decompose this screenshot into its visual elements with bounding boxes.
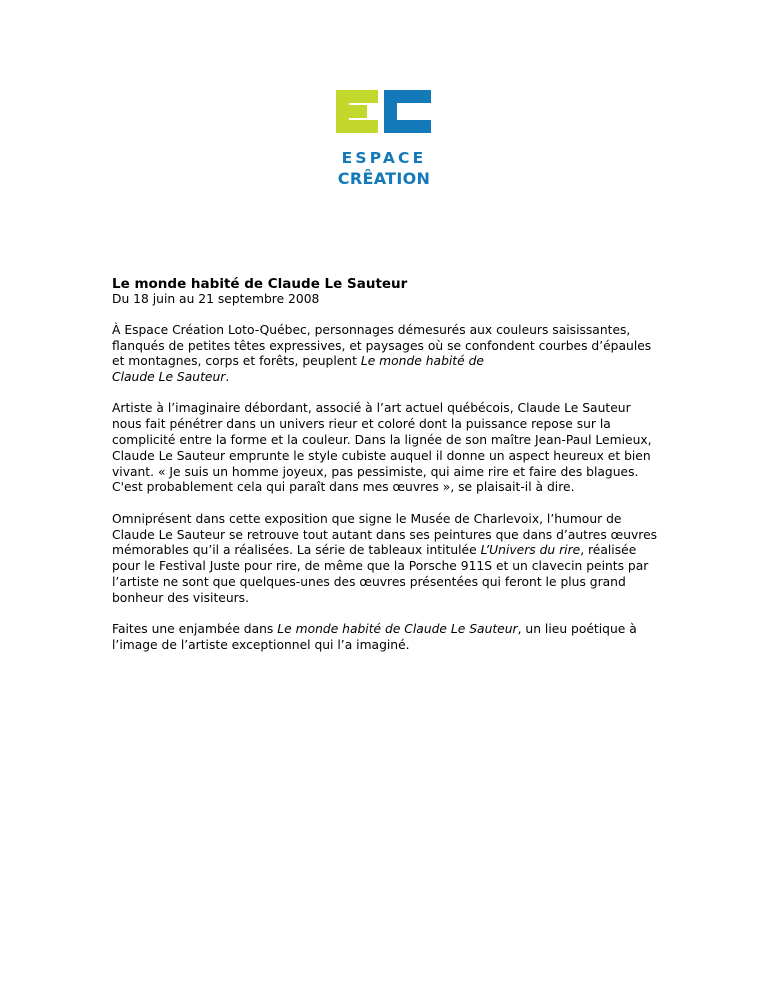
press-release-body bbox=[112, 276, 664, 669]
ec-logo-mark bbox=[336, 90, 432, 146]
espace-creation-logo bbox=[336, 90, 432, 190]
paragraph-artist: Artiste à l’imaginaire débordant, associé à l’art actuel québécois, Claude Le Sauteur nous fait pénétrer dans un univers rieur et coloré dont la puissance repose sur la complicité entre la forme et la couleur. Dans la lignée de son maître Jean-Paul Lemieux, Claude Le Sauteur emprunte le style cubiste auquel il donne un aspect heureux et bien vivant. « Je suis un homme joyeux, pas pessimiste, qui aime rire et faire des blagues. C'est probablement cela qui paraît dans mes œuvres », se plaisait-il à dire. bbox=[112, 401, 652, 495]
p3-series-italic: L’Univers du rire bbox=[480, 543, 581, 558]
p1-end: . bbox=[225, 370, 230, 385]
p4-text: Faites une enjambée dans bbox=[112, 622, 274, 637]
exhibition-dates: Du 18 juin au 21 septembre 2008 bbox=[112, 292, 320, 306]
paragraph-intro bbox=[112, 323, 664, 386]
p1-title-italic: Le monde habité de bbox=[360, 354, 484, 369]
p3-text-end: , réalisée pour le Festival Juste pour rire, de même que la Porsche 911S et un clavecin peints par l’artiste ne sont que quelques-unes des œuvres présentées qui feront le plus grand bonheur des visiteurs. bbox=[112, 543, 649, 605]
logo-c-bottom bbox=[384, 120, 431, 133]
page-title: Le monde habité de Claude Le Sauteur bbox=[112, 276, 408, 292]
p1-title-italic-2: Claude Le Sauteur bbox=[112, 370, 226, 385]
logo-e-bottom bbox=[336, 120, 378, 133]
p3-text: Omniprésent dans cette exposition que signe le Musée de Charlevoix, l’humour de Claude Le Sauteur se retrouve tout autant dans ses peintures que dans d’autres œuvres mémorables qu’il a réalisées. La série de tableaux intitulée bbox=[112, 511, 658, 558]
paragraph-closing bbox=[112, 622, 664, 654]
p4-title-italic: Le monde habité de Claude Le Sauteur bbox=[277, 622, 518, 637]
logo-word-creation: CRÊATION bbox=[337, 169, 431, 188]
p4-text-end: , un lieu poétique à l’image de l’artiste exceptionnel qui l’a imaginé. bbox=[112, 622, 637, 652]
p1-text: À Espace Création Loto-Québec, personnages démesurés aux couleurs saisissantes, flanqués de petites têtes expressives, et paysages où se confondent courbes d’épaules et montagnes, corps et forêts, peuplent bbox=[112, 322, 652, 369]
logo-e-middle bbox=[336, 105, 367, 118]
paragraph-exhibition bbox=[112, 512, 664, 607]
logo-word-espace: ESPACE bbox=[341, 149, 427, 167]
